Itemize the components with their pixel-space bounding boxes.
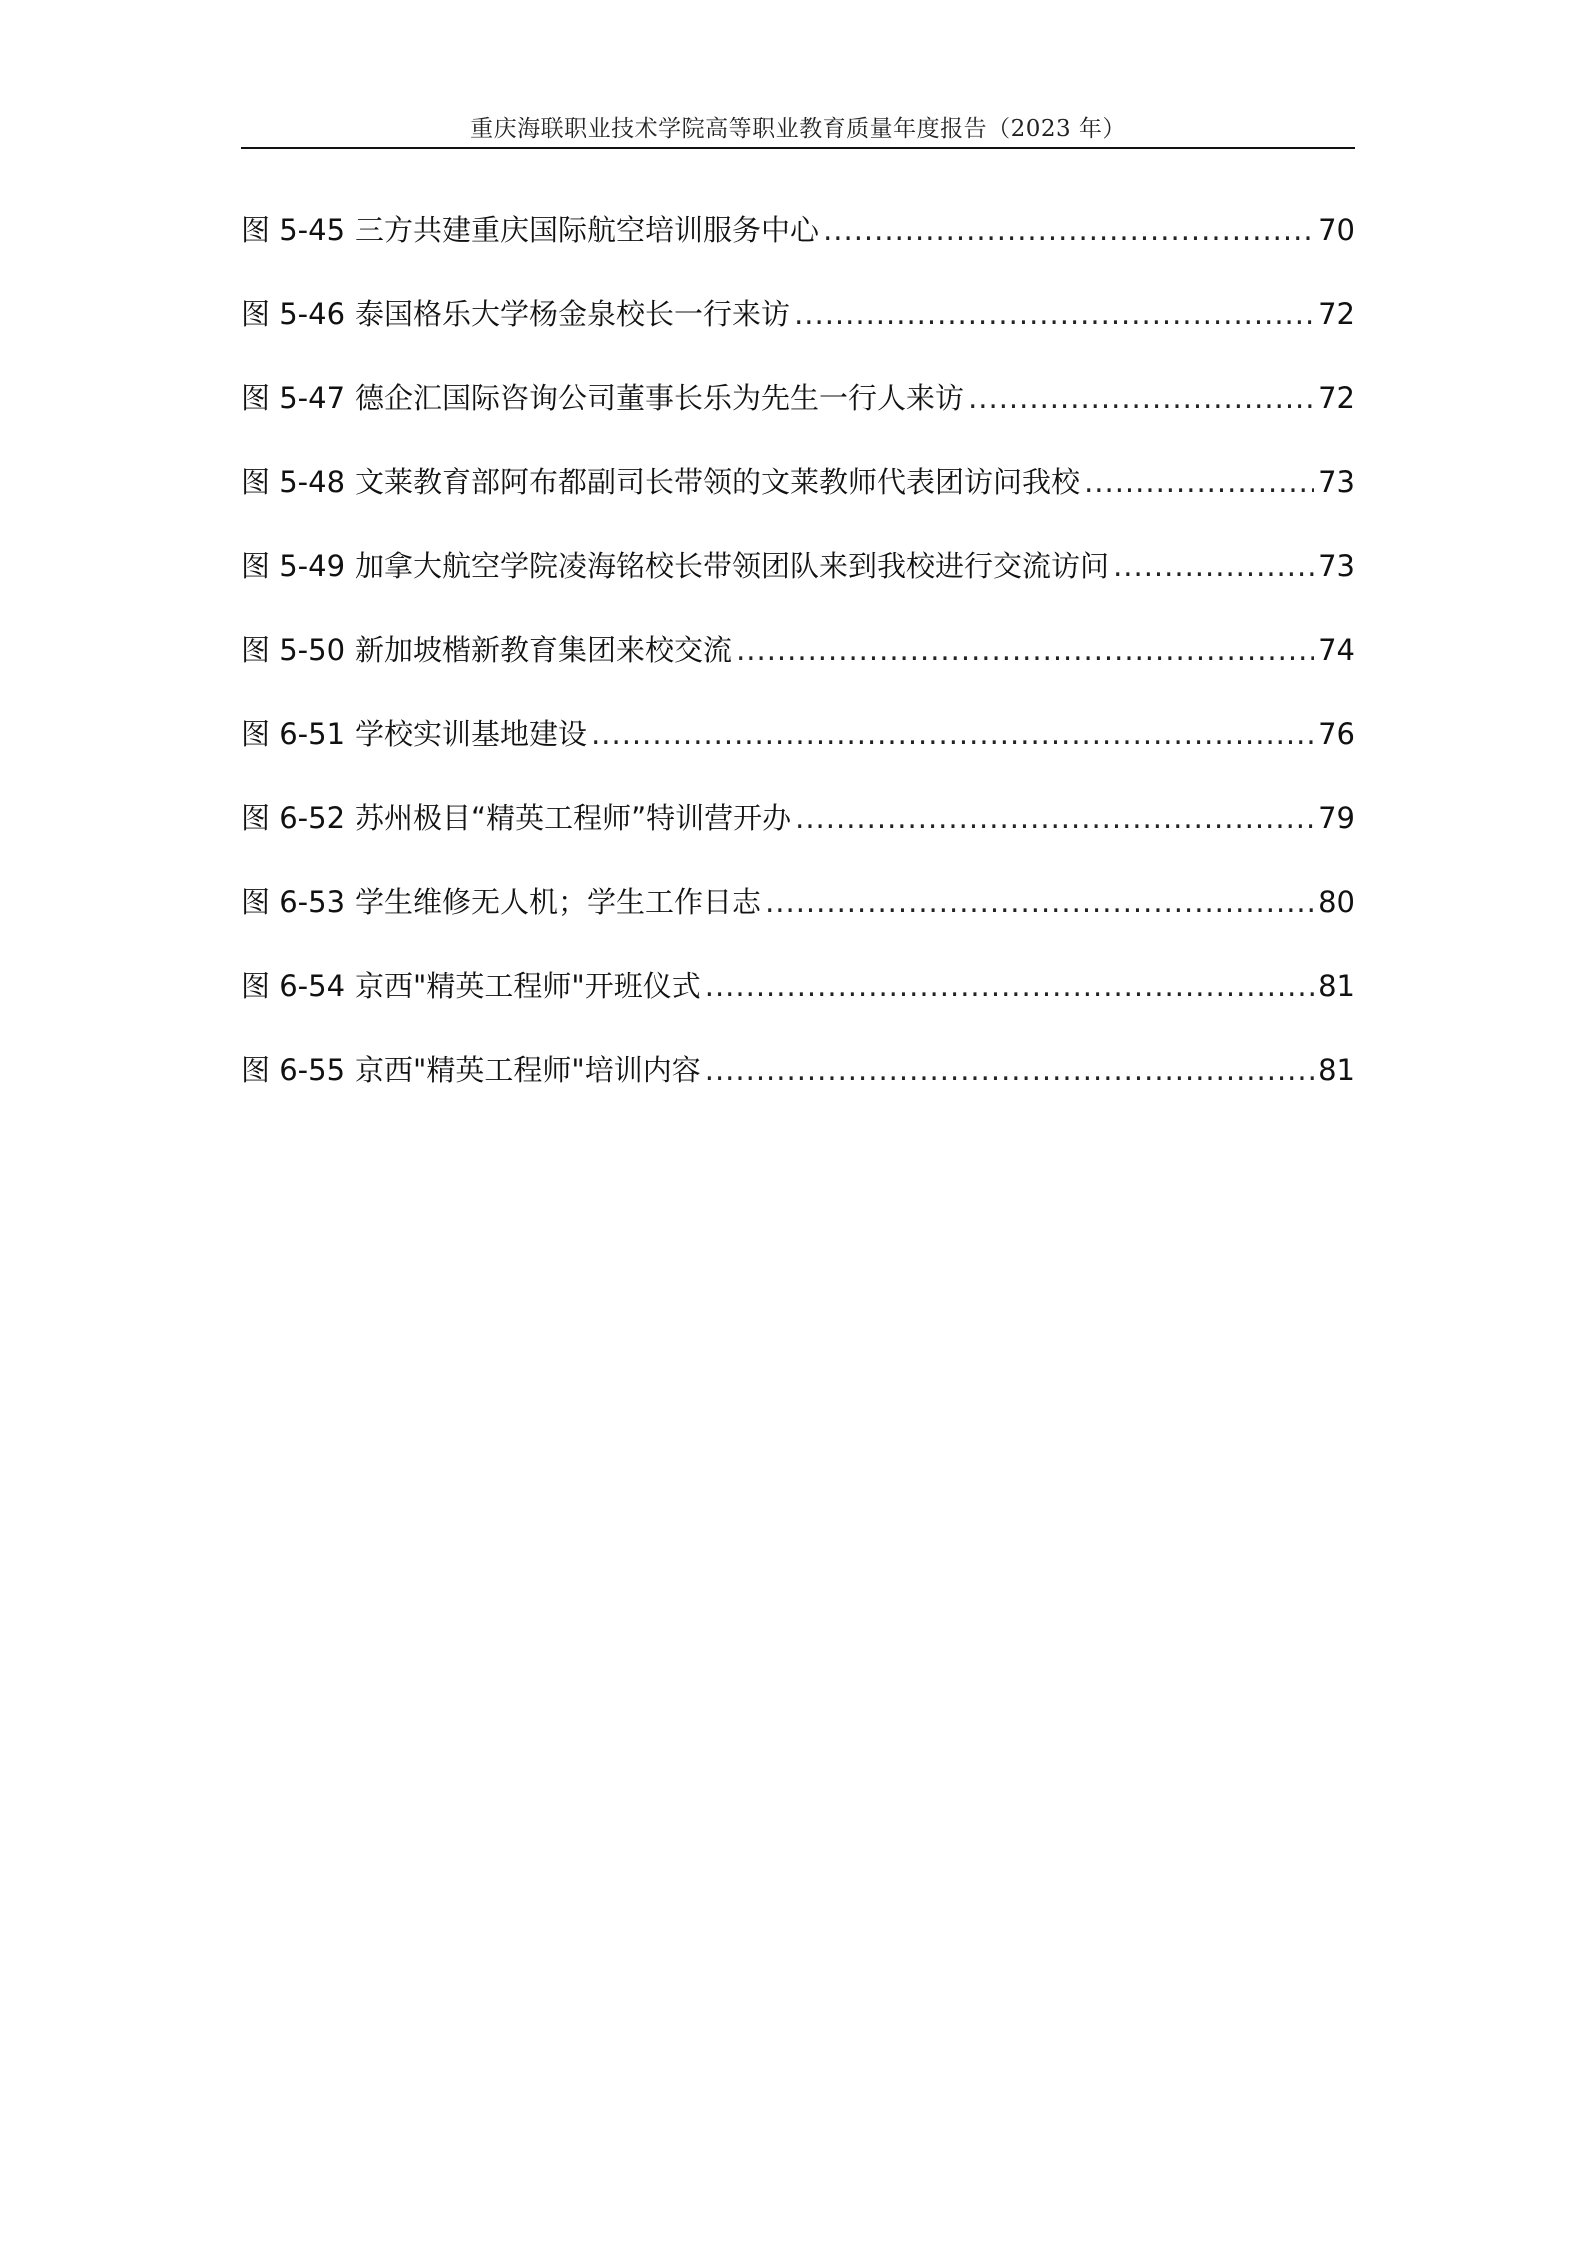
figure-list [241, 208, 1355, 1132]
dot-leader [1084, 465, 1314, 499]
toc-entry[interactable] [241, 208, 1355, 292]
figure-number: 图 6-52 [241, 801, 346, 835]
page-number: 76 [1318, 717, 1355, 751]
figure-title: 加拿大航空学院凌海铭校长带领团队来到我校进行交流访问 [355, 549, 1110, 583]
figure-number: 图 5-45 [241, 213, 346, 247]
dot-leader [765, 885, 1314, 919]
figure-number: 图 5-50 [241, 633, 346, 667]
figure-number: 图 6-55 [241, 1053, 346, 1087]
dot-leader [591, 717, 1314, 751]
page-number: 73 [1318, 549, 1355, 583]
dot-leader [823, 213, 1314, 247]
dot-leader [705, 969, 1314, 1003]
header-divider [241, 147, 1355, 149]
page-number: 72 [1318, 381, 1355, 415]
toc-entry[interactable] [241, 292, 1355, 376]
page-number: 72 [1318, 297, 1355, 331]
figure-title: 学校实训基地建设 [355, 717, 588, 751]
figure-number: 图 5-47 [241, 381, 346, 415]
dot-leader [705, 1053, 1314, 1087]
toc-entry[interactable] [241, 712, 1355, 796]
dot-leader [1113, 549, 1314, 583]
figure-title: 文莱教育部阿布都副司长带领的文莱教师代表团访问我校 [355, 465, 1081, 499]
toc-entry[interactable] [241, 796, 1355, 880]
dot-leader [794, 297, 1314, 331]
dot-leader [968, 381, 1314, 415]
toc-entry[interactable] [241, 628, 1355, 712]
figure-title: 泰国格乐大学杨金泉校长一行来访 [355, 297, 791, 331]
figure-number: 图 6-51 [241, 717, 346, 751]
page-header-title: 重庆海联职业技术学院高等职业教育质量年度报告（2023 年） [470, 116, 1126, 142]
toc-entry[interactable] [241, 1048, 1355, 1132]
toc-entry[interactable] [241, 880, 1355, 964]
dot-leader [795, 801, 1314, 835]
page-number: 80 [1318, 885, 1355, 919]
page-number: 81 [1318, 1053, 1355, 1087]
page-number: 74 [1318, 633, 1355, 667]
figure-title: 京西"精英工程师"培训内容 [355, 1053, 701, 1087]
dot-leader [736, 633, 1314, 667]
figure-title: 京西"精英工程师"开班仪式 [355, 969, 701, 1003]
page-number: 79 [1318, 801, 1355, 835]
page-number: 73 [1318, 465, 1355, 499]
figure-title: 三方共建重庆国际航空培训服务中心 [355, 213, 820, 247]
figure-title: 苏州极目“精英工程师”特训营开办 [355, 801, 792, 835]
toc-entry[interactable] [241, 460, 1355, 544]
toc-entry[interactable] [241, 964, 1355, 1048]
page-number: 70 [1318, 213, 1355, 247]
figure-number: 图 5-48 [241, 465, 346, 499]
figure-title: 学生维修无人机；学生工作日志 [355, 885, 762, 919]
figure-title: 新加坡楷新教育集团来校交流 [355, 633, 733, 667]
toc-entry[interactable] [241, 376, 1355, 460]
figure-title: 德企汇国际咨询公司董事长乐为先生一行人来访 [355, 381, 965, 415]
figure-number: 图 5-46 [241, 297, 346, 331]
toc-entry[interactable] [241, 544, 1355, 628]
figure-number: 图 5-49 [241, 549, 346, 583]
page-number: 81 [1318, 969, 1355, 1003]
figure-number: 图 6-53 [241, 885, 346, 919]
figure-number: 图 6-54 [241, 969, 346, 1003]
